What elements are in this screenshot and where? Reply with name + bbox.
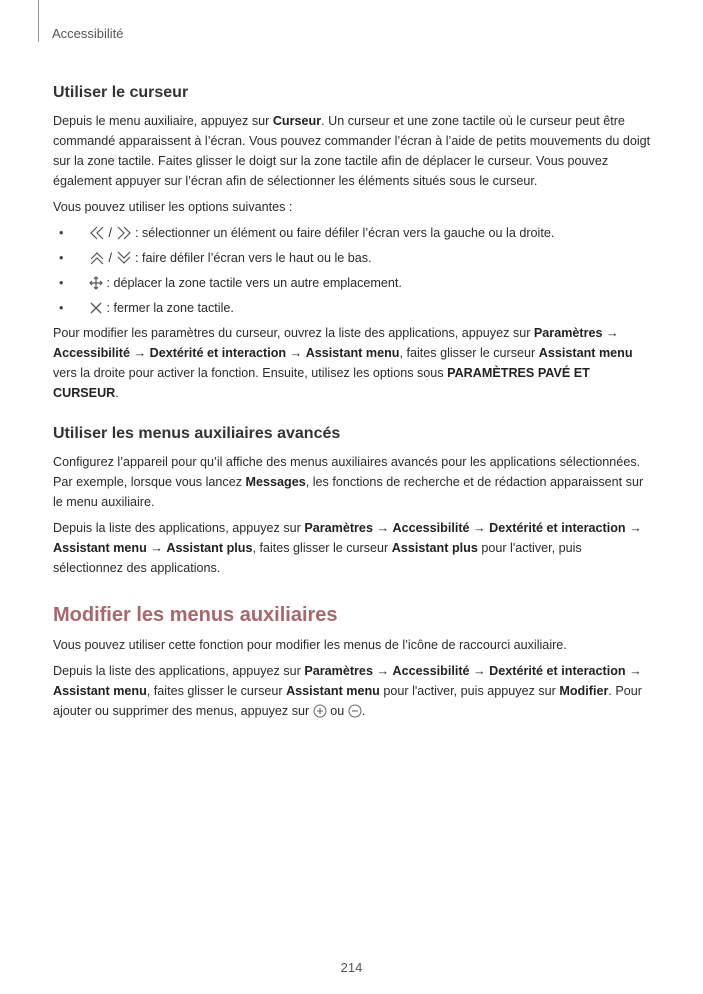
cursor-settings-paragraph: Pour modifier les paramètres du curseur, ouvrez la liste des applications, appuyez sur Paramètres → Accessibilité → Dextérité et interaction → Assistant menu, faites glisser le curseur Assistant menu vers la droite pour activer la fonction. Ensuite, utilisez les options sous PARAMÈTRES PAVÉ ET CURSEUR.	[53, 326, 633, 400]
bullet: •	[59, 251, 64, 265]
option-item-move: • : déplacer la zone tactile vers un autre emplacement.	[53, 273, 653, 293]
cursor-options-list	[53, 223, 653, 318]
page-number: 214	[340, 960, 363, 975]
add-circle-icon	[313, 704, 327, 718]
double-chevron-down-icon	[116, 251, 132, 265]
close-icon	[89, 301, 103, 315]
bullet: •	[59, 301, 64, 315]
section-title-cursor: Utiliser le curseur	[53, 84, 189, 101]
double-chevron-left-icon	[89, 226, 105, 240]
page-content	[53, 84, 653, 727]
header-rule	[38, 0, 39, 42]
advanced-menus-steps-paragraph: Depuis la liste des applications, appuyez sur Paramètres → Accessibilité → Dextérité et interaction → Assistant menu → Assistant plus, faites glisser le curseur Assistant plus pour l'activer, puis sélectionnez des applications.	[53, 521, 642, 575]
section-title-advanced-menus: Utiliser les menus auxiliaires avancés	[53, 425, 341, 442]
option-item-up-down: • / : faire défiler l’écran vers le haut ou le bas.	[53, 248, 653, 268]
move-arrows-icon	[89, 276, 103, 290]
edit-menus-steps-paragraph: Depuis la liste des applications, appuyez sur Paramètres → Accessibilité → Dextérité et interaction → Assistant menu, faites glisser le curseur Assistant menu pour l'activer, puis appuyez sur Modifier. Pour ajouter ou supprimer des menus, appuyez sur ou .	[53, 664, 642, 718]
remove-circle-icon	[348, 704, 362, 718]
cursor-intro-paragraph: Depuis le menu auxiliaire, appuyez sur Curseur. Un curseur et une zone tactile où le curseur peut être commandé apparaissent à l’écran. Vous pouvez commander l’écran à l’aide de petits mouvements du doigt sur la zone tactile. Faites glisser le doigt sur la zone tactile afin de déplacer le curseur. Vous pouvez également appuyer sur l’écran afin de sélectionner les éléments situés sous le curseur.	[53, 114, 651, 188]
edit-menus-intro-paragraph: Vous pouvez utiliser cette fonction pour modifier les menus de l’icône de raccourci auxiliaire.	[53, 638, 567, 652]
option-item-left-right: • / : sélectionner un élément ou faire défiler l’écran vers la gauche ou la droite.	[53, 223, 653, 243]
bullet: •	[59, 226, 64, 240]
bullet: •	[59, 276, 64, 290]
double-chevron-up-icon	[89, 251, 105, 265]
header-title: Accessibilité	[52, 26, 124, 41]
advanced-menus-intro-paragraph: Configurez l’appareil pour qu’il affiche des menus auxiliaires avancés pour les applications sélectionnées. Par exemple, lorsque vous lancez Messages, les fonctions de recherche et de rédaction apparaissent sur le menu auxiliaire.	[53, 455, 644, 509]
option-item-close: • : fermer la zone tactile.	[53, 298, 653, 318]
double-chevron-right-icon	[116, 226, 132, 240]
options-intro-paragraph: Vous pouvez utiliser les options suivantes :	[53, 200, 293, 214]
section-title-edit-menus: Modifier les menus auxiliaires	[53, 604, 338, 626]
